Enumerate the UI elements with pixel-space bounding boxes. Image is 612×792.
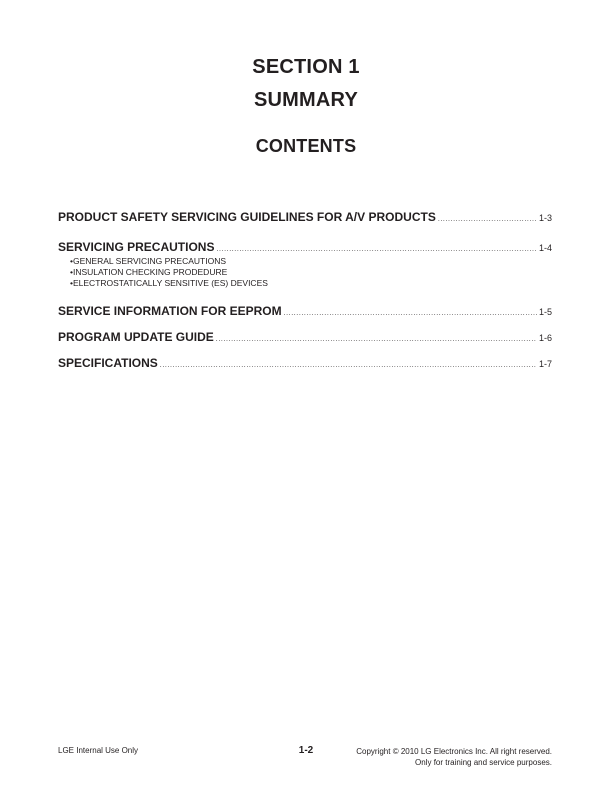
toc-entry[interactable] xyxy=(58,330,552,344)
toc-entry-page: 1-5 xyxy=(538,307,552,317)
dot-leader xyxy=(284,310,537,317)
footer-copyright-block xyxy=(356,746,552,768)
toc-entry[interactable] xyxy=(58,304,552,318)
toc-subitem-list xyxy=(70,256,552,289)
toc-entry-page: 1-6 xyxy=(538,333,552,343)
toc-entry-page: 1-4 xyxy=(538,243,552,253)
dot-leader xyxy=(160,362,537,369)
toc-entry-label: PRODUCT SAFETY SERVICING GUIDELINES FOR A/V PRODUCTS xyxy=(58,210,436,224)
toc-entry-page: 1-7 xyxy=(538,359,552,369)
toc-subitem: • INSULATION CHECKING PRODEDURE xyxy=(70,267,552,278)
toc-entry[interactable] xyxy=(58,240,552,289)
toc-entry-label: SERVICE INFORMATION FOR EEPROM xyxy=(58,304,282,318)
toc-entry[interactable] xyxy=(58,356,552,370)
footer-copyright: Copyright © 2010 LG Electronics Inc. All right reserved. xyxy=(356,747,552,756)
contents-heading: CONTENTS xyxy=(255,136,357,156)
toc-entry-label: SERVICING PRECAUTIONS xyxy=(58,240,215,254)
dot-leader xyxy=(216,336,537,343)
dot-leader xyxy=(216,246,537,253)
footer-internal-use: LGE Internal Use Only xyxy=(58,746,139,755)
toc-subitem: • GENERAL SERVICING PRECAUTIONS xyxy=(70,256,552,267)
footer-purpose: Only for training and service purposes. xyxy=(415,758,552,767)
toc-entry-page: 1-3 xyxy=(538,213,552,223)
toc-entry-label: PROGRAM UPDATE GUIDE xyxy=(58,330,214,344)
dot-leader xyxy=(438,216,537,223)
toc-entry-label: SPECIFICATIONS xyxy=(58,356,158,370)
section-heading: SECTION 1 xyxy=(252,56,360,78)
footer-page-number: 1-2 xyxy=(298,745,314,756)
toc-subitem: • ELECTROSTATICALLY SENSITIVE (ES) DEVICES xyxy=(70,278,552,289)
toc-entry[interactable] xyxy=(58,210,552,224)
summary-heading: SUMMARY xyxy=(254,89,358,111)
